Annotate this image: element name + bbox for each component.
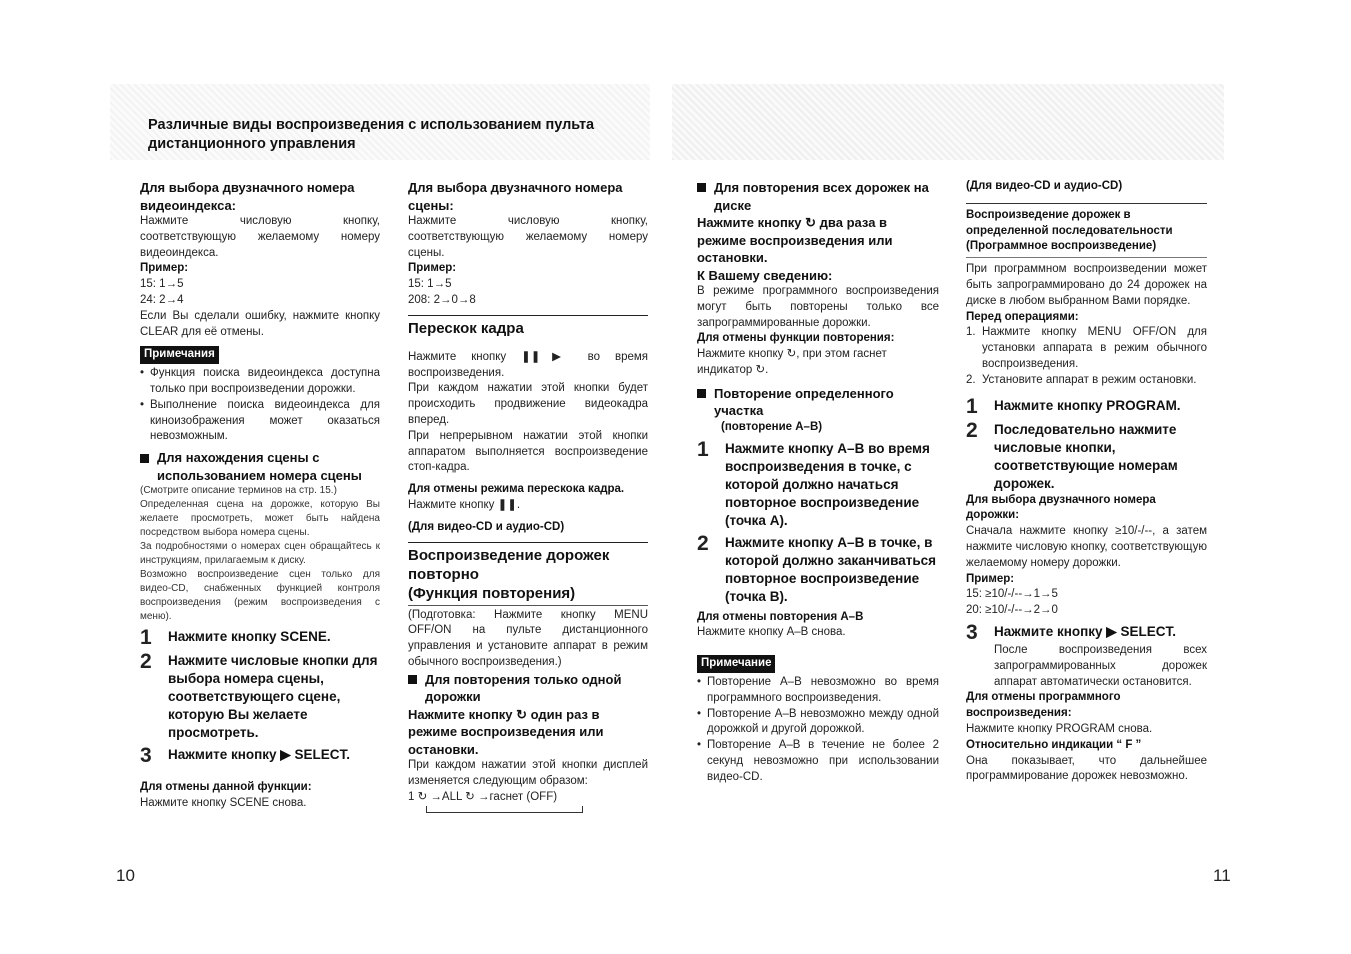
sequence-arrow-line	[426, 806, 583, 813]
heading-cancel-ab: Для отмены повторения A–B	[697, 610, 864, 623]
text-frame-skip: При каждом нажатии этой кнопки будет происходить продвижение видеокадра вперед.	[408, 382, 648, 426]
text-preparation: (Подготовка: Нажмите кнопку MENU OFF/ON на пульте дистанционного управления и установите аппарат в режим обычного воспроизведения.)	[408, 608, 648, 668]
step-1: 1 Нажмите кнопку PROGRAM.	[966, 394, 1181, 418]
divider	[408, 605, 648, 606]
cd-note: (Для видео-CD и аудио-CD)	[966, 180, 1123, 192]
page-number-right: 11	[1213, 866, 1231, 885]
heading-two-digit-track: Для выбора двузначного номера дорожки:	[966, 493, 1156, 522]
cd-note: (Для видео-CD и аудио-CD)	[408, 520, 565, 533]
heading-repeat-one: Для повторения только одной дорожки	[408, 671, 648, 706]
text-cancel-repeat: Нажмите кнопку ↻, при этом гаснет индикатор ↻.	[697, 348, 887, 376]
small-text: (Смотрите описание терминов на стр. 15.)	[140, 485, 337, 497]
subheading-ab: (повторение A–B)	[721, 420, 823, 433]
divider	[966, 203, 1207, 204]
text-cancel-ab: Нажмите кнопку A–B снова.	[697, 626, 846, 639]
heading-before: Перед операциями:	[966, 310, 1079, 323]
column-1	[140, 179, 380, 812]
note-item: • Повторение A–B в течение не более 2 секунд невозможно при использовании видео-CD.	[697, 739, 939, 783]
example-line: 208: 2→0→8	[408, 293, 476, 306]
heading-repeat-all: Для повторения всех дорожек на диске	[697, 179, 939, 214]
text-press-twice: Нажмите кнопку ↻ два раза в режиме воспроизведения или остановки.	[697, 215, 893, 265]
heading-cancel: Для отмены данной функции:	[140, 781, 312, 794]
section-frame-skip: Перескок кадра	[408, 315, 648, 338]
heading-cancel-repeat: Для отмены функции повторения:	[697, 332, 895, 345]
example-line: 20: ≥10/-/--→2→0	[966, 604, 1058, 617]
text-frame-skip: Нажмите кнопку ❚❚▶ во время воспроизведения.	[408, 350, 648, 379]
note-item: • Повторение A–B невозможно между одной дорожкой и другой дорожкой.	[697, 707, 939, 736]
column-3	[697, 179, 939, 786]
heading-info: К Вашему сведению:	[697, 267, 833, 283]
text-frame-skip: При непрерывном нажатии этой кнопки аппаратом выполняется воспроизведение стоп-кадра.	[408, 429, 648, 474]
small-text: Возможно воспроизведение сцен только для видео-CD, снабженных функцией контроля воспроизведения (режим воспроизведения с меню).	[140, 569, 380, 623]
step-2: 2 Последовательно нажмите числовые кнопки, соответствующие номерам дорожек.	[966, 418, 1178, 491]
section-repeat: Воспроизведение дорожек повторно (Функция повторения)	[408, 542, 648, 603]
title-line-2: дистанционного управления	[148, 136, 356, 152]
note-item: • Выполнение поиска видеоиндекса для киноизображения может оказаться невозможным.	[140, 398, 380, 443]
note-item: • Функция поиска видеоиндекса доступна только при воспроизведении дорожки.	[140, 367, 380, 395]
divider	[966, 257, 1207, 258]
text-cancel-program: Нажмите кнопку PROGRAM снова.	[966, 722, 1153, 735]
text-press-once: Нажмите кнопку ↻ один раз в режиме воспроизведения или остановки.	[408, 706, 604, 757]
note-label: Примечание	[697, 655, 775, 673]
example-label: Пример:	[966, 572, 1015, 585]
text-scene-number: Нажмите числовую кнопку, соответствующую желаемому номеру сцены.	[408, 215, 648, 259]
text-two-digit-track: Сначала нажмите кнопку ≥10/-/--, а затем нажмите числовую кнопку, соответствующую желаемому номеру дорожки.	[966, 525, 1207, 569]
text-cancel-skip: Нажмите кнопку ❚❚.	[408, 498, 521, 511]
example-label: Пример:	[140, 262, 189, 275]
text-step3: После воспроизведения всех запрограммированных дорожек аппарат автоматически остановится.	[994, 643, 1207, 688]
small-text: Определенная сцена на дорожке, которую Вы желаете просмотреть, может быть найдена посредством выбора номера сцены.	[140, 499, 380, 539]
heading-scene-search: Для нахождения сцены с использованием номера сцены	[140, 449, 380, 484]
heading-video-index: Для выбора двузначного номера видеоиндекса:	[140, 180, 355, 213]
text-info: В режиме программного воспроизведения могут быть повторены только все запрограммированные дорожки.	[697, 285, 939, 329]
text-video-index: Нажмите числовую кнопку, соответствующую желаемому номеру видеоиндекса.	[140, 215, 380, 259]
step-2: 2 Нажмите числовые кнопки для выбора номера сцены, соответствующего сцене, которую Вы желаете просмотреть.	[140, 650, 378, 741]
step-1: 1 Нажмите кнопку A–B во время воспроизведения в точке, с которой должно начаться повторное воспроизведение (точка A).	[697, 437, 930, 528]
example-line: 15: ≥10/-/--→1→5	[966, 588, 1058, 601]
heading-ab-repeat: Повторение определенного участка	[697, 385, 939, 420]
example-line: 15: 1→5	[408, 278, 452, 291]
text-program-intro: При программном воспроизведении может быть запрограммировано до 24 дорожек на диске в любом выбранном Вами порядке.	[966, 263, 1207, 307]
heading-scene-number: Для выбора двузначного номера сцены:	[408, 180, 623, 213]
text-indicator: Она показывает, что дальнейшее программирование дорожек невозможно.	[966, 754, 1207, 783]
title-line-1: Различные виды воспроизведения с использованием пульта	[148, 117, 595, 133]
heading-cancel-program: Для отмены программного воспроизведения:	[966, 691, 1121, 720]
header-band-right	[672, 84, 1224, 160]
example-line: 15: 1→5	[140, 278, 184, 291]
page-number-left: 10	[116, 866, 135, 885]
prep-item-1: 1. Нажмите кнопку MENU OFF/ON для установки аппарата в режим обычного воспроизведения.	[966, 326, 1207, 370]
column-4	[966, 179, 1207, 785]
note-item: • Повторение A–B невозможно во время программного воспроизведения.	[697, 675, 939, 704]
text-clear: Если Вы сделали ошибку, нажмите кнопку CLEAR для её отмены.	[140, 309, 380, 338]
step-2: 2 Нажмите кнопку A–B в точке, в которой должно заканчиваться повторное воспроизведение (точка B).	[697, 531, 937, 604]
small-text: За подробностями о номерах сцен обращайтесь к инструкциям, прилагаемым к диску.	[140, 541, 380, 567]
prep-item-2: 2. Установите аппарат в режим остановки.	[966, 373, 1197, 386]
display-sequence: 1 ↻ →ALL ↻ →гаснет (OFF)	[408, 790, 558, 803]
notes-label: Примечания	[140, 346, 219, 364]
heading-indicator: Относительно индикации “ F ”	[966, 738, 1142, 751]
text-cancel: Нажмите кнопку SCENE снова.	[140, 796, 307, 809]
step-1: 1 Нажмите кнопку SCENE.	[140, 626, 331, 650]
step-3: 3 Нажмите кнопку ▶ SELECT.	[140, 744, 350, 768]
example-label: Пример:	[408, 262, 457, 275]
page-title	[148, 116, 628, 154]
example-line: 24: 2→4	[140, 293, 184, 306]
section-program-play: Воспроизведение дорожек в определенной последовательности (Программное воспроизведение)	[966, 208, 1173, 253]
column-2	[408, 179, 648, 813]
heading-cancel-skip: Для отмены режима перескока кадра.	[408, 483, 625, 496]
text-display-cycle: При каждом нажатии этой кнопки дисплей изменяется следующим образом:	[408, 759, 648, 788]
step-3: 3 Нажмите кнопку ▶ SELECT.	[966, 620, 1176, 644]
